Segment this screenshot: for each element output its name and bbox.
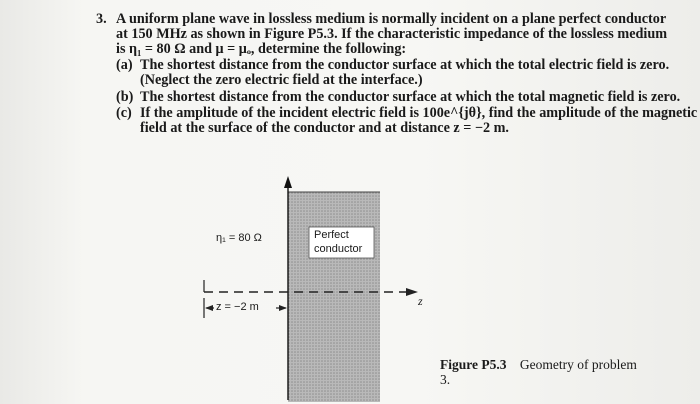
part-c-label: (c) xyxy=(116,105,132,121)
problem-number: 3. xyxy=(96,11,107,27)
z-axis-label: z xyxy=(418,294,423,308)
conductor-label-line-1: Perfect xyxy=(314,229,349,241)
part-c-line-1: If the amplitude of the incident electric field is 100e^{jθ}, find the amplitude of the magnetic xyxy=(140,105,698,121)
part-b-line-1: The shortest distance from the conductor surface at which the total magnetic field is zero. xyxy=(140,89,681,105)
z-axis-arrow xyxy=(406,288,418,296)
part-c-line-2: field at the surface of the conductor and at distance z = −2 m. xyxy=(140,120,509,136)
figure-caption-text-2: 3. xyxy=(440,372,451,387)
interface-axis-arrow xyxy=(284,176,292,188)
problem-line-1: A uniform plane wave in lossless medium is normally incident on a plane perfect conductor xyxy=(116,11,667,27)
perfect-conductor-region xyxy=(288,192,380,402)
problem-line-2: at 150 MHz as shown in Figure P5.3. If the characteristic impedance of the lossless medium xyxy=(116,26,668,42)
impedance-label: η₁ = 80 Ω xyxy=(216,232,262,244)
part-a-label: (a) xyxy=(116,57,133,73)
distance-left-arrowhead xyxy=(205,305,213,311)
part-a-line-2: (Neglect the zero electric field at the interface.) xyxy=(140,72,423,88)
conductor-label-line-2: conductor xyxy=(314,243,363,255)
problem-line-3: is η₁ = 80 Ω and μ = μₒ, determine the following: xyxy=(116,41,407,57)
figure-caption xyxy=(440,357,680,387)
figure-caption-text: Geometry of problem xyxy=(519,357,637,372)
part-b-label: (b) xyxy=(116,89,134,105)
distance-label: z = −2 m xyxy=(216,301,259,313)
figure-caption-number: Figure P5.3 xyxy=(440,357,507,372)
part-a-line-1: The shortest distance from the conductor surface at which the total electric field is zero. xyxy=(140,57,670,73)
distance-right-arrowhead xyxy=(279,305,287,311)
